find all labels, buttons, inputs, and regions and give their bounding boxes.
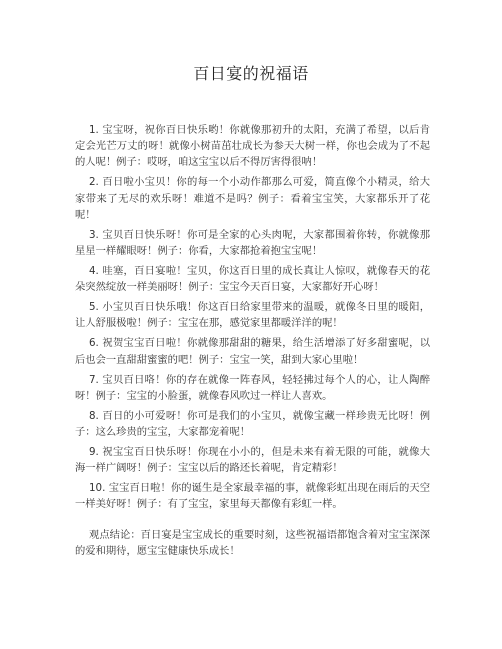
blessing-item-1: 1. 宝宝呀，祝你百日快乐哟！你就像那初升的太阳，充满了希望，以后肯定会光芒万丈的呀！就像小树苗茁壮成长为参天大树一样，你也会成为了不起的人呢！例子：哎呀，咱这宝宝以后不得厉害得很呐！ <box>75 124 430 169</box>
conclusion-paragraph: 观点结论：百日宴是宝宝成长的重要时刻，这些祝福语都饱含着对宝宝深深的爱和期待，愿宝宝健康快乐成长！ <box>75 528 430 557</box>
blessing-item-9: 9. 祝宝宝百日快乐呀！你现在小小的，但是未来有着无限的可能，就像大海一样广阔呀！例子：宝宝以后的路还长着呢，肯定精彩！ <box>75 446 430 475</box>
blessing-item-6: 6. 祝贺宝宝百日啦！你就像那甜甜的糖果，给生活增添了好多甜蜜呢，以后也会一直甜甜蜜蜜的吧！例子：宝宝一笑，甜到大家心里啦！ <box>75 337 430 366</box>
blessing-item-8: 8. 百日的小可爱呀！你可是我们的小宝贝，就像宝藏一样珍贵无比呀！例子：这么珍贵的宝宝，大家都宠着呢！ <box>75 409 430 439</box>
blessing-item-4: 4. 哇塞，百日宴啦！宝贝，你这百日里的成长真让人惊叹，就像春天的花朵突然绽放一样美丽呀！例子：宝宝今天百日宴，大家都好开心呀！ <box>75 265 430 294</box>
document-title: 百日宴的祝福语 <box>193 64 309 83</box>
blessing-item-5: 5. 小宝贝百日快乐哦！你这百日给家里带来的温暖，就像冬日里的暖阳，让人舒服极啦！例子：宝宝在那，感觉家里都暖洋洋的呢！ <box>75 301 430 330</box>
document-body <box>75 122 430 563</box>
blessing-item-2: 2. 百日啦小宝贝！你的每一个小动作都那么可爱，简直像个小精灵，给大家带来了无尽的欢乐呀！难道不是吗？例子：看着宝宝笑，大家都乐开了花呢！ <box>75 176 430 221</box>
blessing-item-10: 10. 宝宝百日啦！你的诞生是全家最幸福的事，就像彩虹出现在雨后的天空一样美好呀！例子：有了宝宝，家里每天都像有彩虹一样。 <box>75 482 430 511</box>
blessing-item-7: 7. 宝贝百日咯！你的存在就像一阵春风，轻轻拂过每个人的心，让人陶醉呀！例子：宝宝的小脸蛋，就像春风吹过一样让人喜欢。 <box>75 373 430 402</box>
blessing-item-3: 3. 宝贝百日快乐呀！你可是全家的心头肉呢，大家都围着你转，你就像那星星一样耀眼呀！例子：你看，大家都抢着抱宝宝呢！ <box>75 228 430 258</box>
